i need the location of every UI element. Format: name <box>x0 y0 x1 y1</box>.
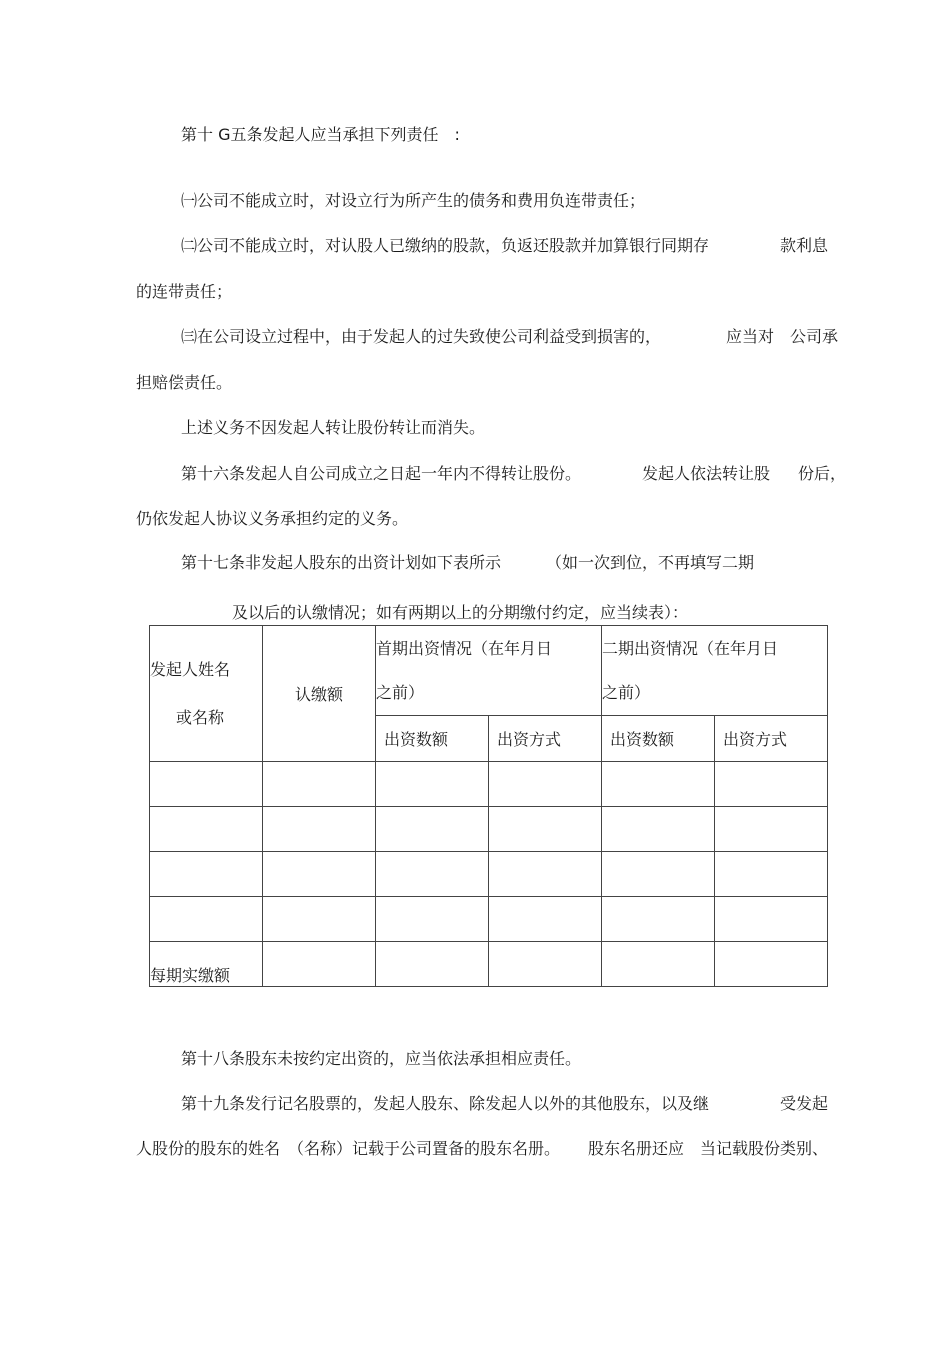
first-method-header: 出资方式 <box>489 716 602 762</box>
table-cell[interactable] <box>263 762 376 807</box>
first-period-line2: 之前） <box>376 682 425 702</box>
table-cell[interactable] <box>602 807 715 852</box>
article19-line1: 第十九条发行记名股票的，发起人股东、除发起人以外的其他股东，以及继 <box>181 1094 710 1113</box>
table-cell[interactable] <box>150 762 263 807</box>
table-header-row <box>150 626 828 716</box>
table-cell[interactable] <box>263 942 376 987</box>
contribution-plan-table <box>149 625 828 987</box>
table-cell[interactable] <box>715 942 828 987</box>
first-period-line1: 首期出资情况（在年月日 <box>376 638 553 658</box>
header-name-line1: 发起人姓名 <box>150 659 231 679</box>
second-amount-header: 出资数额 <box>602 716 715 762</box>
table-row <box>150 852 828 897</box>
table-cell[interactable] <box>489 852 602 897</box>
table-cell[interactable] <box>376 762 489 807</box>
table-cell[interactable] <box>150 807 263 852</box>
first-amount-header: 出资数额 <box>376 716 489 762</box>
article17-line2: 及以后的认缴情况；如有两期以上的分期缴付约定，应当续表）： <box>232 603 689 622</box>
article17-line1: 第十七条非发起人股东的出资计划如下表所示 <box>181 553 502 572</box>
article15-item3-line1-tail: 应当对 公司承 <box>726 327 839 346</box>
article16-line1: 第十六条发起人自公司成立之日起一年内不得转让股份。 <box>181 464 582 483</box>
table-cell[interactable] <box>376 942 489 987</box>
table-cell[interactable] <box>602 762 715 807</box>
table-cell[interactable] <box>150 852 263 897</box>
table-row <box>150 807 828 852</box>
table-cell[interactable] <box>376 807 489 852</box>
article19-line1-tail: 受发起 <box>780 1094 829 1113</box>
article16-line1-mid: 发起人依法转让股 <box>642 464 771 483</box>
table-cell[interactable] <box>489 942 602 987</box>
table-row <box>150 897 828 942</box>
second-method-header: 出资方式 <box>715 716 828 762</box>
header-name-line2: 或名称 <box>176 707 225 727</box>
article15-title: 第十 G五条发起人应当承担下列责任 : <box>181 125 460 144</box>
article15-item3-line1: ㈢在公司设立过程中，由于发起人的过失致使公司利益受到损害的， <box>181 327 662 346</box>
article17-line1-tail: （如一次到位，不再填写二期 <box>546 553 755 572</box>
table-cell[interactable] <box>376 897 489 942</box>
article15-item1: ㈠公司不能成立时，对设立行为所产生的债务和费用负连带责任； <box>181 191 646 210</box>
second-period-line1: 二期出资情况（在年月日 <box>602 638 779 658</box>
table-cell[interactable] <box>489 762 602 807</box>
table-cell[interactable] <box>602 897 715 942</box>
article15-item3-line2: 担赔偿责任。 <box>136 373 233 392</box>
header-first-period <box>376 626 602 716</box>
header-shareholder-name <box>150 626 263 762</box>
table-cell[interactable] <box>715 897 828 942</box>
table-cell[interactable] <box>263 897 376 942</box>
table-cell[interactable] <box>263 852 376 897</box>
article19-line2-tail: 股东名册还应 当记载股份类别、 <box>588 1139 829 1158</box>
header-second-period <box>602 626 828 716</box>
table-row <box>150 762 828 807</box>
article15-item2-line2: 的连带责任； <box>136 282 233 301</box>
article19-line2: 人股份的股东的姓名 （名称）记载于公司置备的股东名册。 <box>136 1139 561 1158</box>
header-subscribed-amount: 认缴额 <box>263 626 376 762</box>
article15-item2-line1-tail: 款利息 <box>780 236 829 255</box>
table-cell[interactable] <box>150 897 263 942</box>
second-period-line2: 之前） <box>602 682 651 702</box>
table-cell[interactable] <box>602 942 715 987</box>
table-total-row <box>150 942 828 987</box>
table-cell[interactable] <box>263 807 376 852</box>
table-cell[interactable] <box>715 807 828 852</box>
article15-item2-line1: ㈡公司不能成立时，对认股人已缴纳的股款，负返还股款并加算银行同期存 <box>181 236 710 255</box>
table-cell[interactable] <box>715 852 828 897</box>
article16-line2: 仍依发起人协议义务承担约定的义务。 <box>136 509 409 528</box>
table-cell[interactable] <box>602 852 715 897</box>
table-cell[interactable] <box>376 852 489 897</box>
article16-line1-tail: 份后， <box>798 464 847 483</box>
table-cell[interactable] <box>489 897 602 942</box>
article15-note: 上述义务不因发起人转让股份转让而消失。 <box>181 418 486 437</box>
table-cell[interactable] <box>489 807 602 852</box>
table-cell[interactable] <box>715 762 828 807</box>
article18-line1: 第十八条股东未按约定出资的，应当依法承担相应责任。 <box>181 1049 582 1068</box>
total-row-label: 每期实缴额 <box>150 942 263 987</box>
